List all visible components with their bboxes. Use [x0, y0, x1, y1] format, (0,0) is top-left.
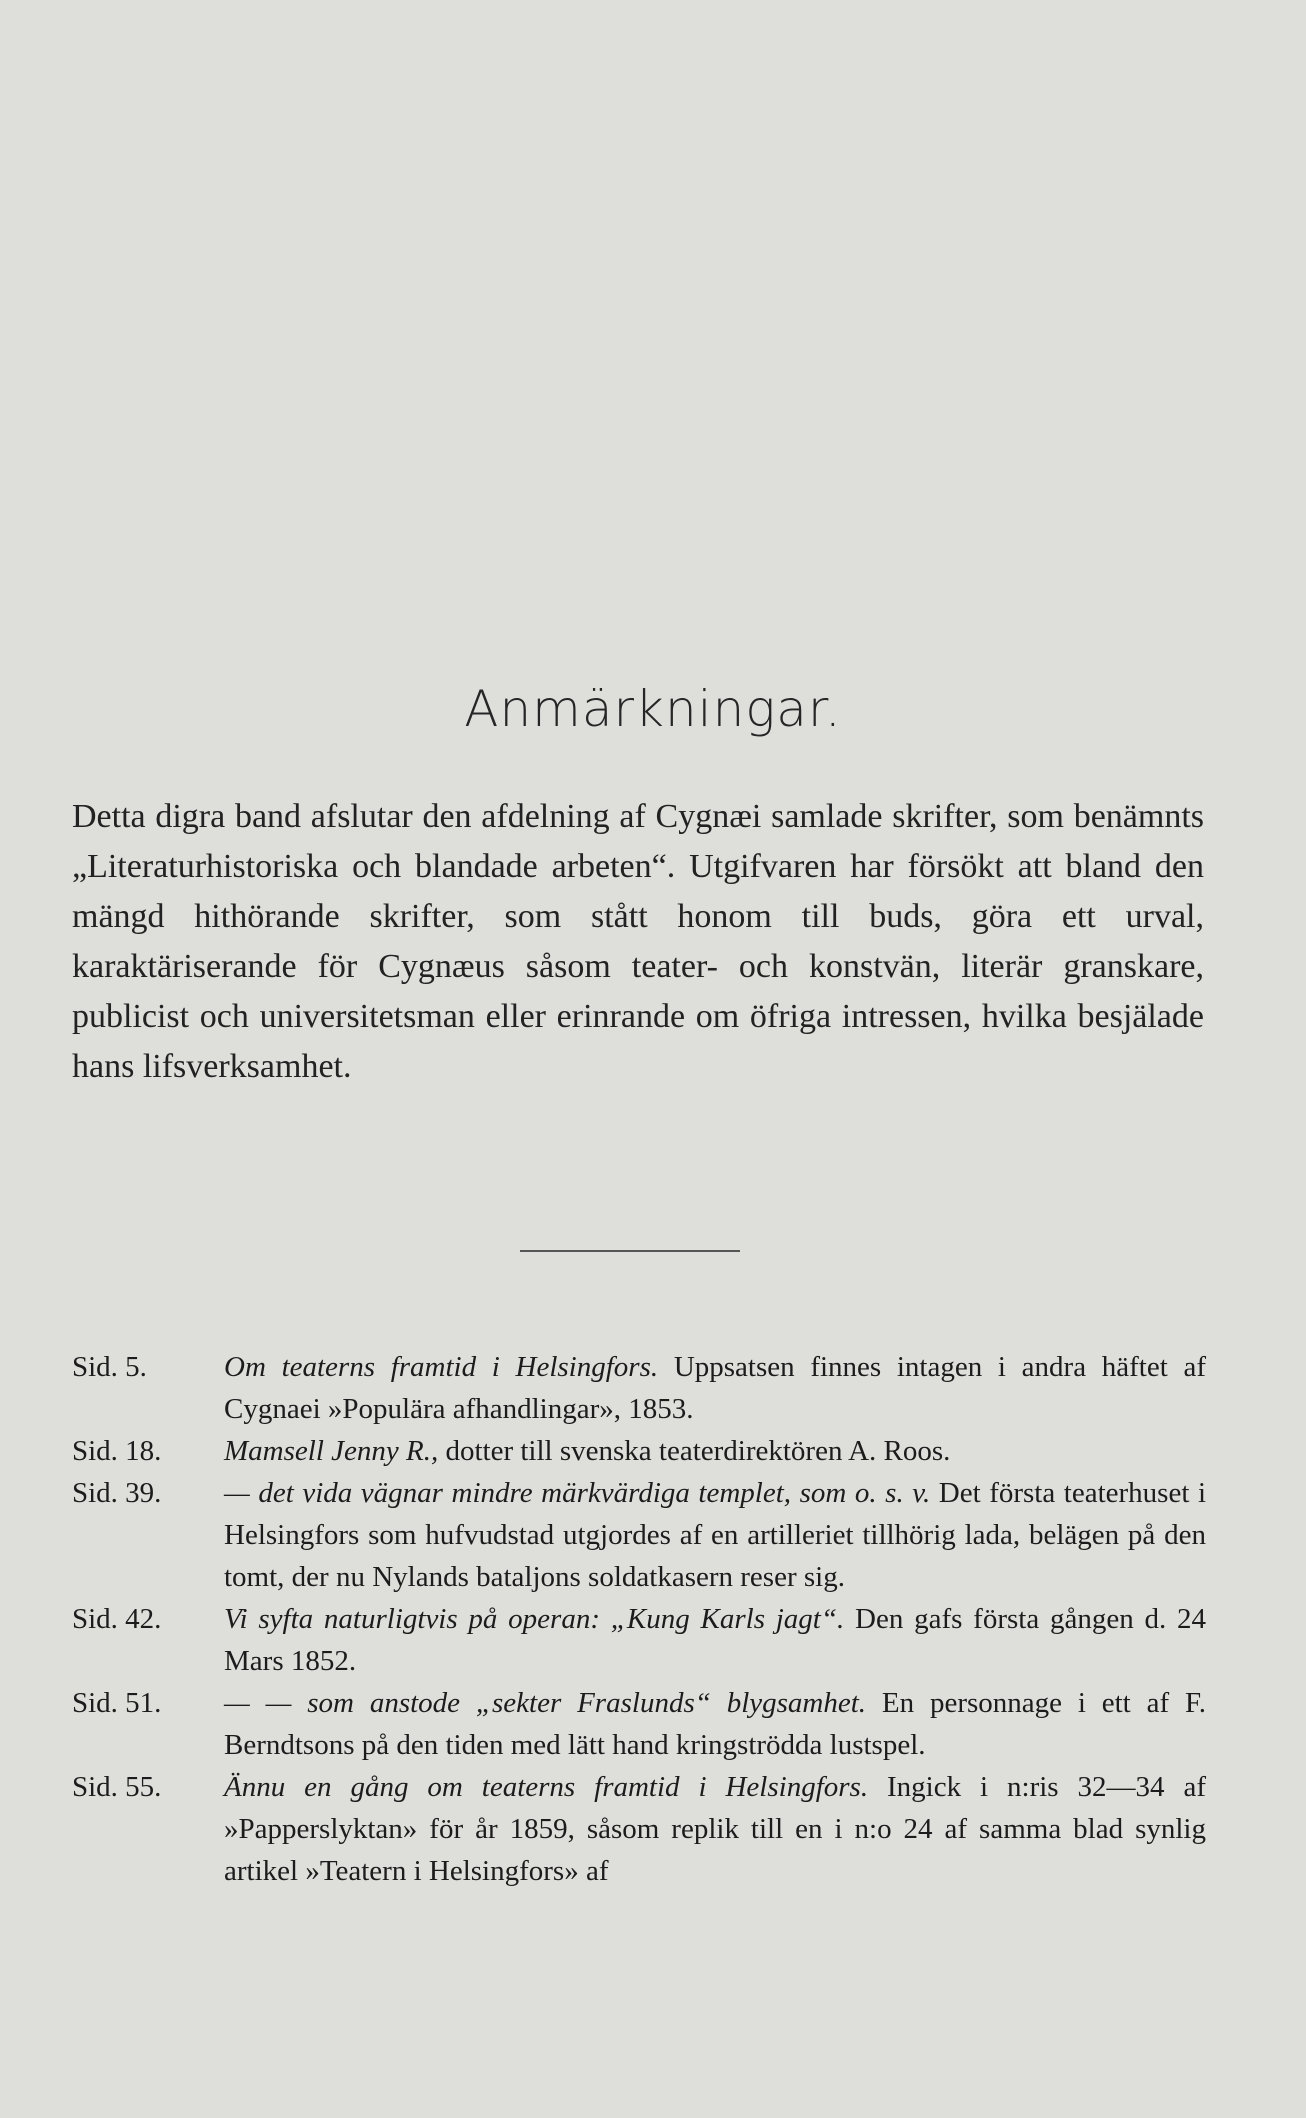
note-body [224, 1346, 1206, 1430]
note-quote: — det vida vägnar mindre märkvärdiga templet, som o. s. v. [224, 1477, 931, 1509]
note-quote: Mamsell Jenny R., [224, 1435, 439, 1467]
note-item [72, 1598, 1206, 1682]
note-quote: Om teaterns framtid i Helsingfors. [224, 1351, 659, 1383]
note-text: Uppsatsen finnes intagen i andra häftet af Cygnaei »Populära afhandlingar», 1853. [224, 1351, 1206, 1425]
note-quote: Vi syfta naturligtvis på operan: „Kung Karls jagt“. [224, 1603, 845, 1635]
note-body [224, 1766, 1206, 1892]
note-reference: Sid. 39. [72, 1477, 162, 1509]
note-text: En personnage i ett af F. Berndtsons på den tiden med lätt hand kringströdda lustspel. [224, 1687, 1207, 1761]
note-quote: Ännu en gång om teaterns framtid i Helsingfors. [224, 1771, 869, 1803]
note-reference: Sid. 18. [72, 1435, 162, 1467]
note-item [72, 1682, 1206, 1766]
note-quote: — — som anstode „sekter Fraslunds“ blygsamhet. [224, 1687, 867, 1719]
note-text: dotter till svenska teaterdirektören A. Roos. [438, 1435, 951, 1467]
note-text: Den gafs första gången d. 24 Mars 1852. [224, 1603, 1207, 1677]
note-reference: Sid. 55. [72, 1771, 162, 1803]
note-reference: Sid. 5. [72, 1351, 147, 1383]
note-reference: Sid. 42. [72, 1603, 162, 1635]
intro-paragraph: Detta digra band afslutar den afdelning af Cygnæi samlade skrifter, som benämnts „Literaturhistoriska och blandade arbeten“. Utgifvaren har försökt att bland den mängd hithörande skrifter, som stått honom till buds, göra ett urval, karaktäriserande för Cygnæus såsom teater- och konstvän, literär granskare, publicist och universitetsman eller erinrande om öfriga intressen, hvilka besjälade hans lifsverksamhet. [72, 798, 1204, 1085]
notes-list [72, 1346, 1206, 1892]
note-item [72, 1346, 1206, 1430]
note-item [72, 1766, 1206, 1892]
note-body [224, 1430, 1206, 1472]
note-text: Ingick i n:ris 32—34 af »Papperslyktan» för år 1859, såsom replik till en i n:o 24 af samma blad synlig artikel »Teatern i Helsingfors» af [224, 1771, 1206, 1887]
note-item [72, 1430, 1206, 1472]
note-reference: Sid. 51. [72, 1687, 162, 1719]
page-title: Anmärkningar. [464, 680, 842, 738]
note-item [72, 1472, 1206, 1598]
section-divider [520, 1250, 740, 1252]
note-text: Det första teaterhuset i Helsingfors som hufvudstad utgjordes af en artilleriet tillhörig lada, belägen på den tomt, der nu Nylands bataljons soldatkasern reser sig. [224, 1477, 1206, 1593]
note-body [224, 1682, 1206, 1766]
note-body [224, 1472, 1206, 1598]
note-body [224, 1598, 1206, 1682]
